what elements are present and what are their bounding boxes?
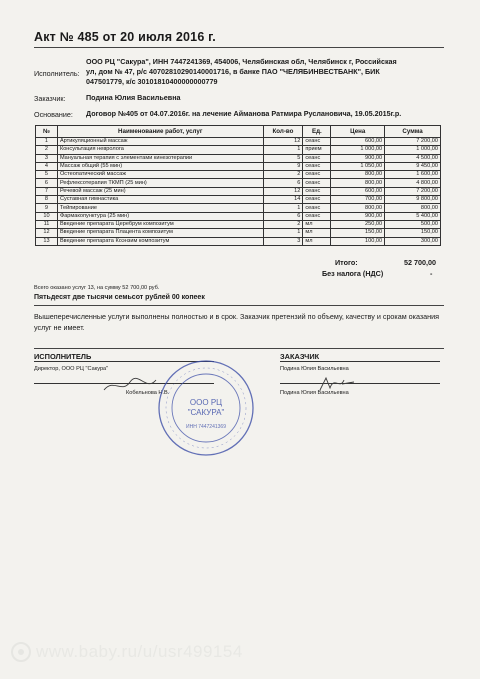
- cell-qty: 1: [263, 204, 303, 212]
- table-row: [36, 196, 441, 204]
- cell-service-name: Введение препарата Церебрум композитум: [57, 220, 263, 228]
- cell-price: 100,00: [331, 237, 385, 245]
- cell-service-name: Речевой массаж (25 мин): [57, 187, 263, 195]
- cell-number: 8: [36, 196, 58, 204]
- cell-number: 1: [36, 138, 58, 146]
- title-underline: [34, 47, 444, 48]
- cell-service-name: Массаж общий (55 мин): [57, 162, 263, 170]
- cell-unit: сеанс: [303, 171, 331, 179]
- cell-unit: сеанс: [303, 154, 331, 162]
- contractor-signature-heading: ИСПОЛНИТЕЛЬ: [34, 352, 92, 361]
- cell-qty: 2: [263, 220, 303, 228]
- seal-inn-text: ИНН 7447241369: [185, 424, 227, 430]
- cell-price: 900,00: [331, 212, 385, 220]
- customer-name-bottom: Подина Юлия Васильевна: [280, 390, 349, 396]
- cell-unit: сеанс: [303, 162, 331, 170]
- cell-unit: сеанс: [303, 196, 331, 204]
- basis-value: Договор №405 от 04.07.2016г. на лечение Айманова Ратмира Руслановича, 19.05.2015г.р.: [86, 109, 402, 118]
- cell-number: 11: [36, 220, 58, 228]
- cell-price: 800,00: [331, 171, 385, 179]
- cell-qty: 6: [263, 212, 303, 220]
- col-header-price: Цена: [331, 126, 385, 138]
- col-header-name: Наименование работ, услуг: [57, 126, 263, 138]
- cell-service-name: Введение препарата Плацента композитум: [57, 229, 263, 237]
- cell-qty: 2: [263, 171, 303, 179]
- customer-signature-heading: ЗАКАЗЧИК: [280, 352, 320, 361]
- cell-unit: сеанс: [303, 212, 331, 220]
- customer-sign-line: [280, 383, 440, 384]
- cell-qty: 14: [263, 196, 303, 204]
- cell-qty: 12: [263, 187, 303, 195]
- customer-label: Заказчик:: [34, 94, 66, 103]
- watermark-text: www.baby.ru/u/usr499154: [36, 642, 243, 661]
- cell-price: 600,00: [331, 187, 385, 195]
- col-header-unit: Ед.: [303, 126, 331, 138]
- contractor-role: Директор, ООО РЦ "Сакура": [34, 366, 109, 372]
- cell-sum: 150,00: [385, 229, 441, 237]
- cell-qty: 6: [263, 179, 303, 187]
- baby-ru-logo-icon: [10, 641, 32, 663]
- services-table: [35, 125, 441, 246]
- contractor-label: Исполнитель:: [34, 69, 80, 78]
- cell-number: 5: [36, 171, 58, 179]
- cell-number: 13: [36, 237, 58, 245]
- cell-unit: сеанс: [303, 204, 331, 212]
- cell-number: 2: [36, 146, 58, 154]
- cell-sum: 800,00: [385, 204, 441, 212]
- cell-sum: 7 200,00: [385, 138, 441, 146]
- cell-service-name: Рефлексотерапия ТКМП (25 мин): [57, 179, 263, 187]
- completion-note: Вышеперечисленные услуги выполнены полностью и в срок. Заказчик претензий по объему, качеству и срокам оказания услуг не имеет.: [34, 312, 440, 332]
- cell-qty: 12: [263, 138, 303, 146]
- total-value: 52 700,00: [404, 258, 436, 267]
- table-row: [36, 179, 441, 187]
- cell-qty: 3: [263, 237, 303, 245]
- contractor-line: ООО РЦ "Сакура", ИНН 7447241369, 454006, Челябинская обл, Челябинск г, Российская: [86, 57, 397, 66]
- cell-price: 800,00: [331, 179, 385, 187]
- contractor-signer-name: Кобельнова Н.В.: [126, 390, 170, 396]
- cell-number: 9: [36, 204, 58, 212]
- cell-number: 4: [36, 162, 58, 170]
- cell-price: 1 000,00: [331, 146, 385, 154]
- table-row: [36, 146, 441, 154]
- customer-signature-icon: [316, 372, 360, 394]
- cell-sum: 9 450,00: [385, 162, 441, 170]
- amount-in-words: Пятьдесят две тысячи семьсот рублей 00 копеек: [34, 294, 205, 301]
- seal-center-text: ООО РЦ: [189, 398, 223, 407]
- cell-service-name: Консультация невролога: [57, 146, 263, 154]
- cell-price: 600,00: [331, 138, 385, 146]
- cell-sum: 500,00: [385, 220, 441, 228]
- cell-sum: 7 200,00: [385, 187, 441, 195]
- cell-number: 3: [36, 154, 58, 162]
- cell-unit: мл: [303, 237, 331, 245]
- vat-label: Без налога (НДС): [322, 269, 384, 278]
- contractor-details: [86, 57, 444, 87]
- cell-unit: сеанс: [303, 179, 331, 187]
- cell-number: 6: [36, 179, 58, 187]
- cell-price: 900,00: [331, 154, 385, 162]
- cell-price: 800,00: [331, 204, 385, 212]
- cell-price: 1 050,00: [331, 162, 385, 170]
- table-row: [36, 138, 441, 146]
- cell-sum: 1 000,00: [385, 146, 441, 154]
- cell-price: 150,00: [331, 229, 385, 237]
- cell-sum: 4 500,00: [385, 154, 441, 162]
- cell-number: 7: [36, 187, 58, 195]
- seal-center-text-2: "САКУРА": [187, 408, 225, 417]
- cell-qty: 5: [263, 154, 303, 162]
- cell-sum: 5 400,00: [385, 212, 441, 220]
- col-header-qty: Кол-во: [263, 126, 303, 138]
- table-header-row: [36, 126, 441, 138]
- table-row: [36, 171, 441, 179]
- table-row: [36, 162, 441, 170]
- cell-sum: 9 800,00: [385, 196, 441, 204]
- cell-sum: 1 600,00: [385, 171, 441, 179]
- col-header-number: №: [36, 126, 58, 138]
- customer-name-top: Подина Юлия Васильевна: [280, 366, 349, 372]
- signature-divider: [34, 348, 444, 349]
- table-row: [36, 229, 441, 237]
- table-row: [36, 154, 441, 162]
- cell-sum: 300,00: [385, 237, 441, 245]
- cell-service-name: Артикуляционный массаж: [57, 138, 263, 146]
- cell-service-name: Тейпирование: [57, 204, 263, 212]
- contractor-signature-icon: [100, 374, 160, 396]
- cell-price: 700,00: [331, 196, 385, 204]
- cell-qty: 9: [263, 162, 303, 170]
- cell-service-name: Фармакопунктура (25 мин): [57, 212, 263, 220]
- basis-label: Основание:: [34, 110, 73, 119]
- cell-qty: 1: [263, 229, 303, 237]
- cell-number: 12: [36, 229, 58, 237]
- document-title: Акт № 485 от 20 июля 2016 г.: [34, 30, 216, 44]
- cell-service-name: Мануальная терапия с элементами кинезотерапии: [57, 154, 263, 162]
- cell-unit: сеанс: [303, 187, 331, 195]
- services-count-line: Всего оказано услуг 13, на сумму 52 700,00 руб.: [34, 285, 160, 291]
- cell-sum: 4 800,00: [385, 179, 441, 187]
- table-row: [36, 187, 441, 195]
- cell-unit: мл: [303, 220, 331, 228]
- cell-unit: прием: [303, 146, 331, 154]
- table-row: [36, 212, 441, 220]
- customer-value: Подина Юлия Васильевна: [86, 93, 181, 102]
- contractor-line: 047501779, к/с 30101810400000000779: [86, 77, 218, 86]
- company-seal-icon: [156, 358, 256, 458]
- vat-value: -: [430, 269, 433, 278]
- summary-divider: [34, 305, 444, 306]
- col-header-sum: Сумма: [385, 126, 441, 138]
- customer-heading-line: [280, 361, 440, 362]
- table-row: [36, 237, 441, 245]
- cell-service-name: Суставная гимнастика: [57, 196, 263, 204]
- cell-service-name: Остеопатический массаж: [57, 171, 263, 179]
- cell-number: 10: [36, 212, 58, 220]
- cell-qty: 1: [263, 146, 303, 154]
- table-row: [36, 204, 441, 212]
- total-label: Итого:: [335, 258, 358, 267]
- table-row: [36, 220, 441, 228]
- cell-service-name: Введение препарата Коэнзим композитум: [57, 237, 263, 245]
- cell-unit: мл: [303, 229, 331, 237]
- cell-unit: сеанс: [303, 138, 331, 146]
- cell-price: 250,00: [331, 220, 385, 228]
- contractor-line: ул, дом № 47, р/с 40702810290140001716, в банке ПАО "ЧЕЛЯБИНВЕСТБАНК", БИК: [86, 67, 380, 76]
